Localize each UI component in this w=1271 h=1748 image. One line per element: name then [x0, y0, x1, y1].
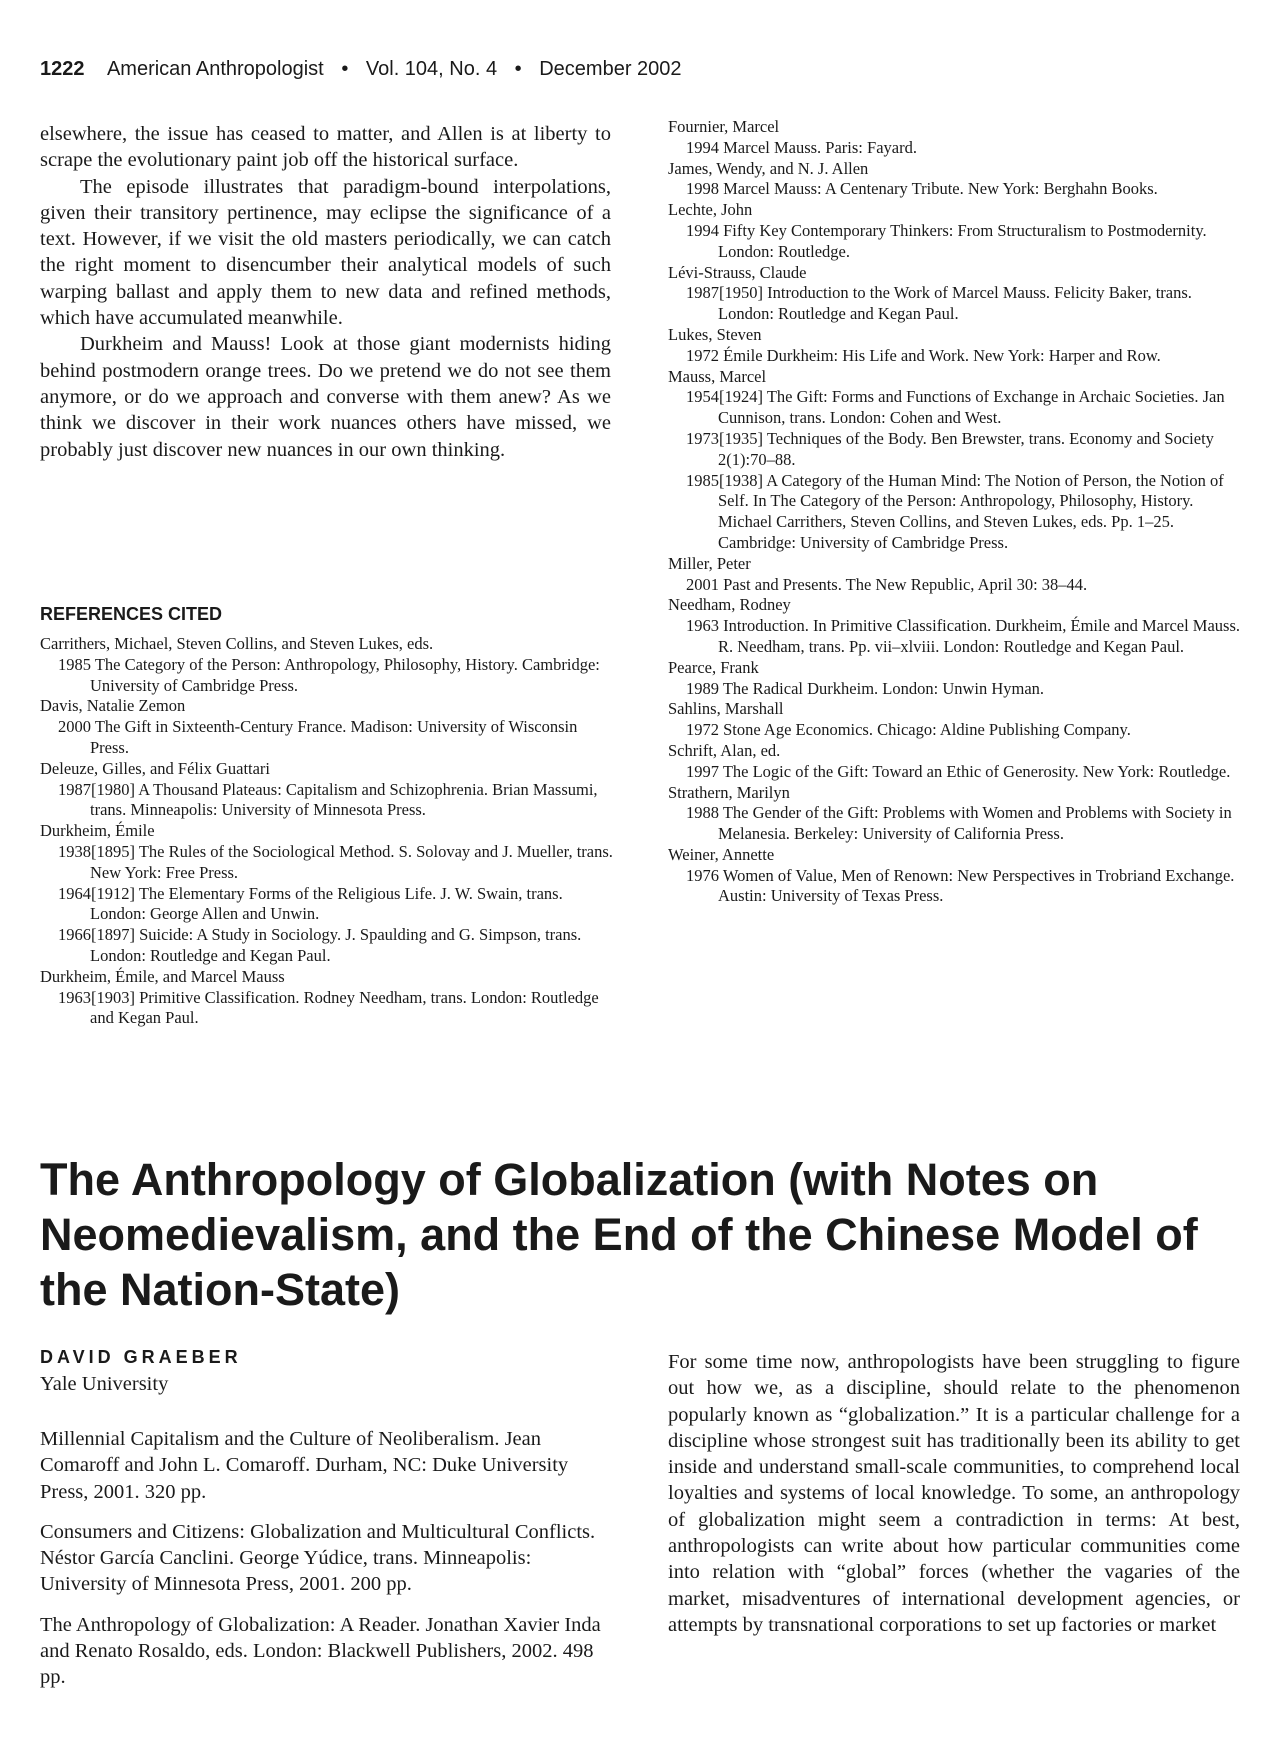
reference-entry: 1964[1912] The Elementary Forms of the Religious Life. J. W. Swain, trans. London: George Allen and Unwin.	[58, 883, 563, 924]
reference-entry: 1988 The Gender of the Gift: Problems with Women and Problems with Society in Melanesia. Berkeley: University of California Press.	[686, 803, 1232, 844]
reference-entry: 1994 Marcel Mauss. Paris: Fayard.	[686, 137, 917, 157]
reference-entry: 1987[1950] Introduction to the Work of Marcel Mauss. Felicity Baker, trans. London: Routledge and Kegan Paul.	[686, 283, 1192, 324]
reference-author: Pearce, Frank	[668, 657, 759, 677]
reference-author: Sahlins, Marshall	[668, 699, 784, 719]
reference-author: Davis, Natalie Zemon	[40, 696, 186, 716]
reference-entry: 1989 The Radical Durkheim. London: Unwin Hyman.	[686, 678, 1045, 698]
body-paragraph: For some time now, anthropologists have been struggling to figure out how we, as a discipline, should relate to the phenomenon popularly known as “globalization.” It is a particular challenge for a discipline whose strongest suit has traditionally been its ability to get inside and understand small-scale communities, to comprehend local loyalties and systems of local knowledge. To some, an anthropology of globalization might seem a contradiction in terms: At best, anthropologists can write about how particular communities come into relation with “global” forces (whether the vagaries of the market, misadventures of international development agencies, or attempts by transnational corporations to set up factories or market	[668, 1351, 1240, 1636]
references-heading: REFERENCES CITED	[40, 604, 223, 624]
reference-author: Lechte, John	[668, 200, 753, 220]
reference-entry: 1938[1895] The Rules of the Sociological Method. S. Solovay and J. Mueller, trans. New York: Free Press.	[58, 841, 613, 882]
reference-author: Durkheim, Émile, and Marcel Mauss	[40, 966, 285, 986]
reference-entry: 2001 Past and Presents. The New Republic, April 30: 38–44.	[686, 574, 1088, 594]
reference-author: Fournier, Marcel	[668, 117, 780, 136]
volume-issue: Vol. 104, No. 4	[365, 58, 498, 80]
reference-entry: 1998 Marcel Mauss: A Centenary Tribute. New York: Berghahn Books.	[686, 179, 1158, 199]
journal-name: American Anthropologist	[106, 58, 324, 80]
reference-entry: 1972 Émile Durkheim: His Life and Work. New York: Harper and Row.	[686, 345, 1161, 365]
reference-author: Schrift, Alan, ed.	[668, 740, 781, 760]
body-paragraph: elsewhere, the issue has ceased to matter, and Allen is at liberty to scrape the evolutionary paint job off the historical surface.	[40, 123, 611, 172]
reference-author: Strathern, Marilyn	[668, 782, 790, 802]
reference-author: Durkheim, Émile	[40, 821, 155, 841]
article-title: The Anthropology of Globalization (with Notes on Neomedievalism, and the End of the Chinese Model of the Nation-State)	[40, 1154, 1198, 1315]
author-affiliation: Yale University	[40, 1373, 169, 1395]
reference-entry: 1963 Introduction. In Primitive Classification. Durkheim, Émile and Marcel Mauss. R. Needham, trans. Pp. vii–xlviii. London: Routledge and Kegan Paul.	[686, 616, 1241, 656]
reviewed-work: The Anthropology of Globalization: A Reader. Jonathan Xavier Inda and Renato Rosaldo, eds. London: Blackwell Publishers, 2002. 498 pp.	[40, 1613, 601, 1689]
body-paragraph: Durkheim and Mauss! Look at those giant modernists hiding behind postmodern orange trees. Do we pretend we do not see them anymore, or do we approach and converse with them anew? As we think we discover in their work nuances others have missed, we probably just discover new nuances in our own thinking.	[40, 333, 611, 461]
reference-author: Lukes, Steven	[668, 324, 762, 344]
reference-author: Deleuze, Gilles, and Félix Guattari	[40, 758, 271, 778]
reviewed-work: Millennial Capitalism and the Culture of Neoliberalism. Jean Comaroff and John L. Comaroff. Durham, NC: Duke University Press, 2001. 320 pp.	[40, 1428, 569, 1503]
reference-entry: 1973[1935] Techniques of the Body. Ben Brewster, trans. Economy and Society 2(1):70–88.	[686, 428, 1214, 469]
reference-entry: 1994 Fifty Key Contemporary Thinkers: From Structuralism to Postmodernity. London: Routledge.	[686, 220, 1207, 261]
reference-entry: 2000 The Gift in Sixteenth-Century France. Madison: University of Wisconsin Press.	[58, 717, 578, 757]
reference-author: Lévi-Strauss, Claude	[668, 262, 807, 282]
reference-entry: 1985[1938] A Category of the Human Mind: The Notion of Person, the Notion of Self. In The Category of the Person: Anthropology, Philosophy, History. Michael Carrithers, Steven Collins, and Steven Lukes, eds. Pp. 1–25. Cambridge: University of Cambridge Press.	[686, 470, 1224, 552]
reviewed-work: Consumers and Citizens: Globalization and Multicultural Conflicts. Néstor García Canclini. George Yúdice, trans. Minneapolis: University of Minnesota Press, 2001. 200 pp.	[40, 1520, 596, 1596]
references-list-right	[668, 117, 1243, 907]
reference-author: James, Wendy, and N. J. Allen	[668, 158, 869, 178]
reference-author: Needham, Rodney	[668, 595, 791, 615]
page-number: 1222	[40, 58, 85, 80]
body-paragraph: The episode illustrates that paradigm-bound interpolations, given their transitory pertinence, may eclipse the significance of a text. However, if we visit the old masters periodically, we can catch the right moment to disencumber their analytical models of such warping ballast and apply them to new data and refined methods, which have accumulated meanwhile.	[40, 175, 611, 330]
running-header	[40, 58, 682, 81]
reference-entry: 1963[1903] Primitive Classification. Rodney Needham, trans. London: Routledge and Kegan Paul.	[58, 987, 599, 1028]
reference-author: Miller, Peter	[668, 553, 751, 573]
reference-entry: 1966[1897] Suicide: A Study in Sociology. J. Spaulding and G. Simpson, trans. London: Routledge and Kegan Paul.	[58, 925, 582, 965]
reference-entry: 1997 The Logic of the Gift: Toward an Ethic of Generosity. New York: Routledge.	[686, 761, 1231, 781]
article-body-right	[668, 1349, 1240, 1638]
reference-entry: 1987[1980] A Thousand Plateaus: Capitalism and Schizophrenia. Brian Massumi, trans. Minneapolis: University of Minnesota Press.	[58, 779, 598, 820]
reference-author: Carrithers, Michael, Steven Collins, and Steven Lukes, eds.	[40, 634, 434, 653]
reference-author: Weiner, Annette	[668, 844, 775, 864]
reference-entry: 1976 Women of Value, Men of Renown: New Perspectives in Trobriand Exchange. Austin: University of Texas Press.	[686, 865, 1235, 906]
author-name: DAVID GRAEBER	[40, 1347, 242, 1367]
reference-author: Mauss, Marcel	[668, 366, 767, 386]
header-separator: •	[514, 58, 522, 80]
reference-entry: 1985 The Category of the Person: Anthropology, Philosophy, History. Cambridge: University of Cambridge Press.	[58, 654, 600, 695]
reference-entry: 1972 Stone Age Economics. Chicago: Aldine Publishing Company.	[686, 720, 1131, 740]
references-list-left	[40, 634, 615, 1029]
header-separator: •	[341, 58, 349, 80]
left-column-body	[40, 121, 611, 463]
reference-entry: 1954[1924] The Gift: Forms and Functions of Exchange in Archaic Societies. Jan Cunnison, trans. London: Cohen and West.	[686, 387, 1225, 428]
reviewed-works-list	[40, 1426, 615, 1705]
issue-date: December 2002	[539, 58, 682, 80]
